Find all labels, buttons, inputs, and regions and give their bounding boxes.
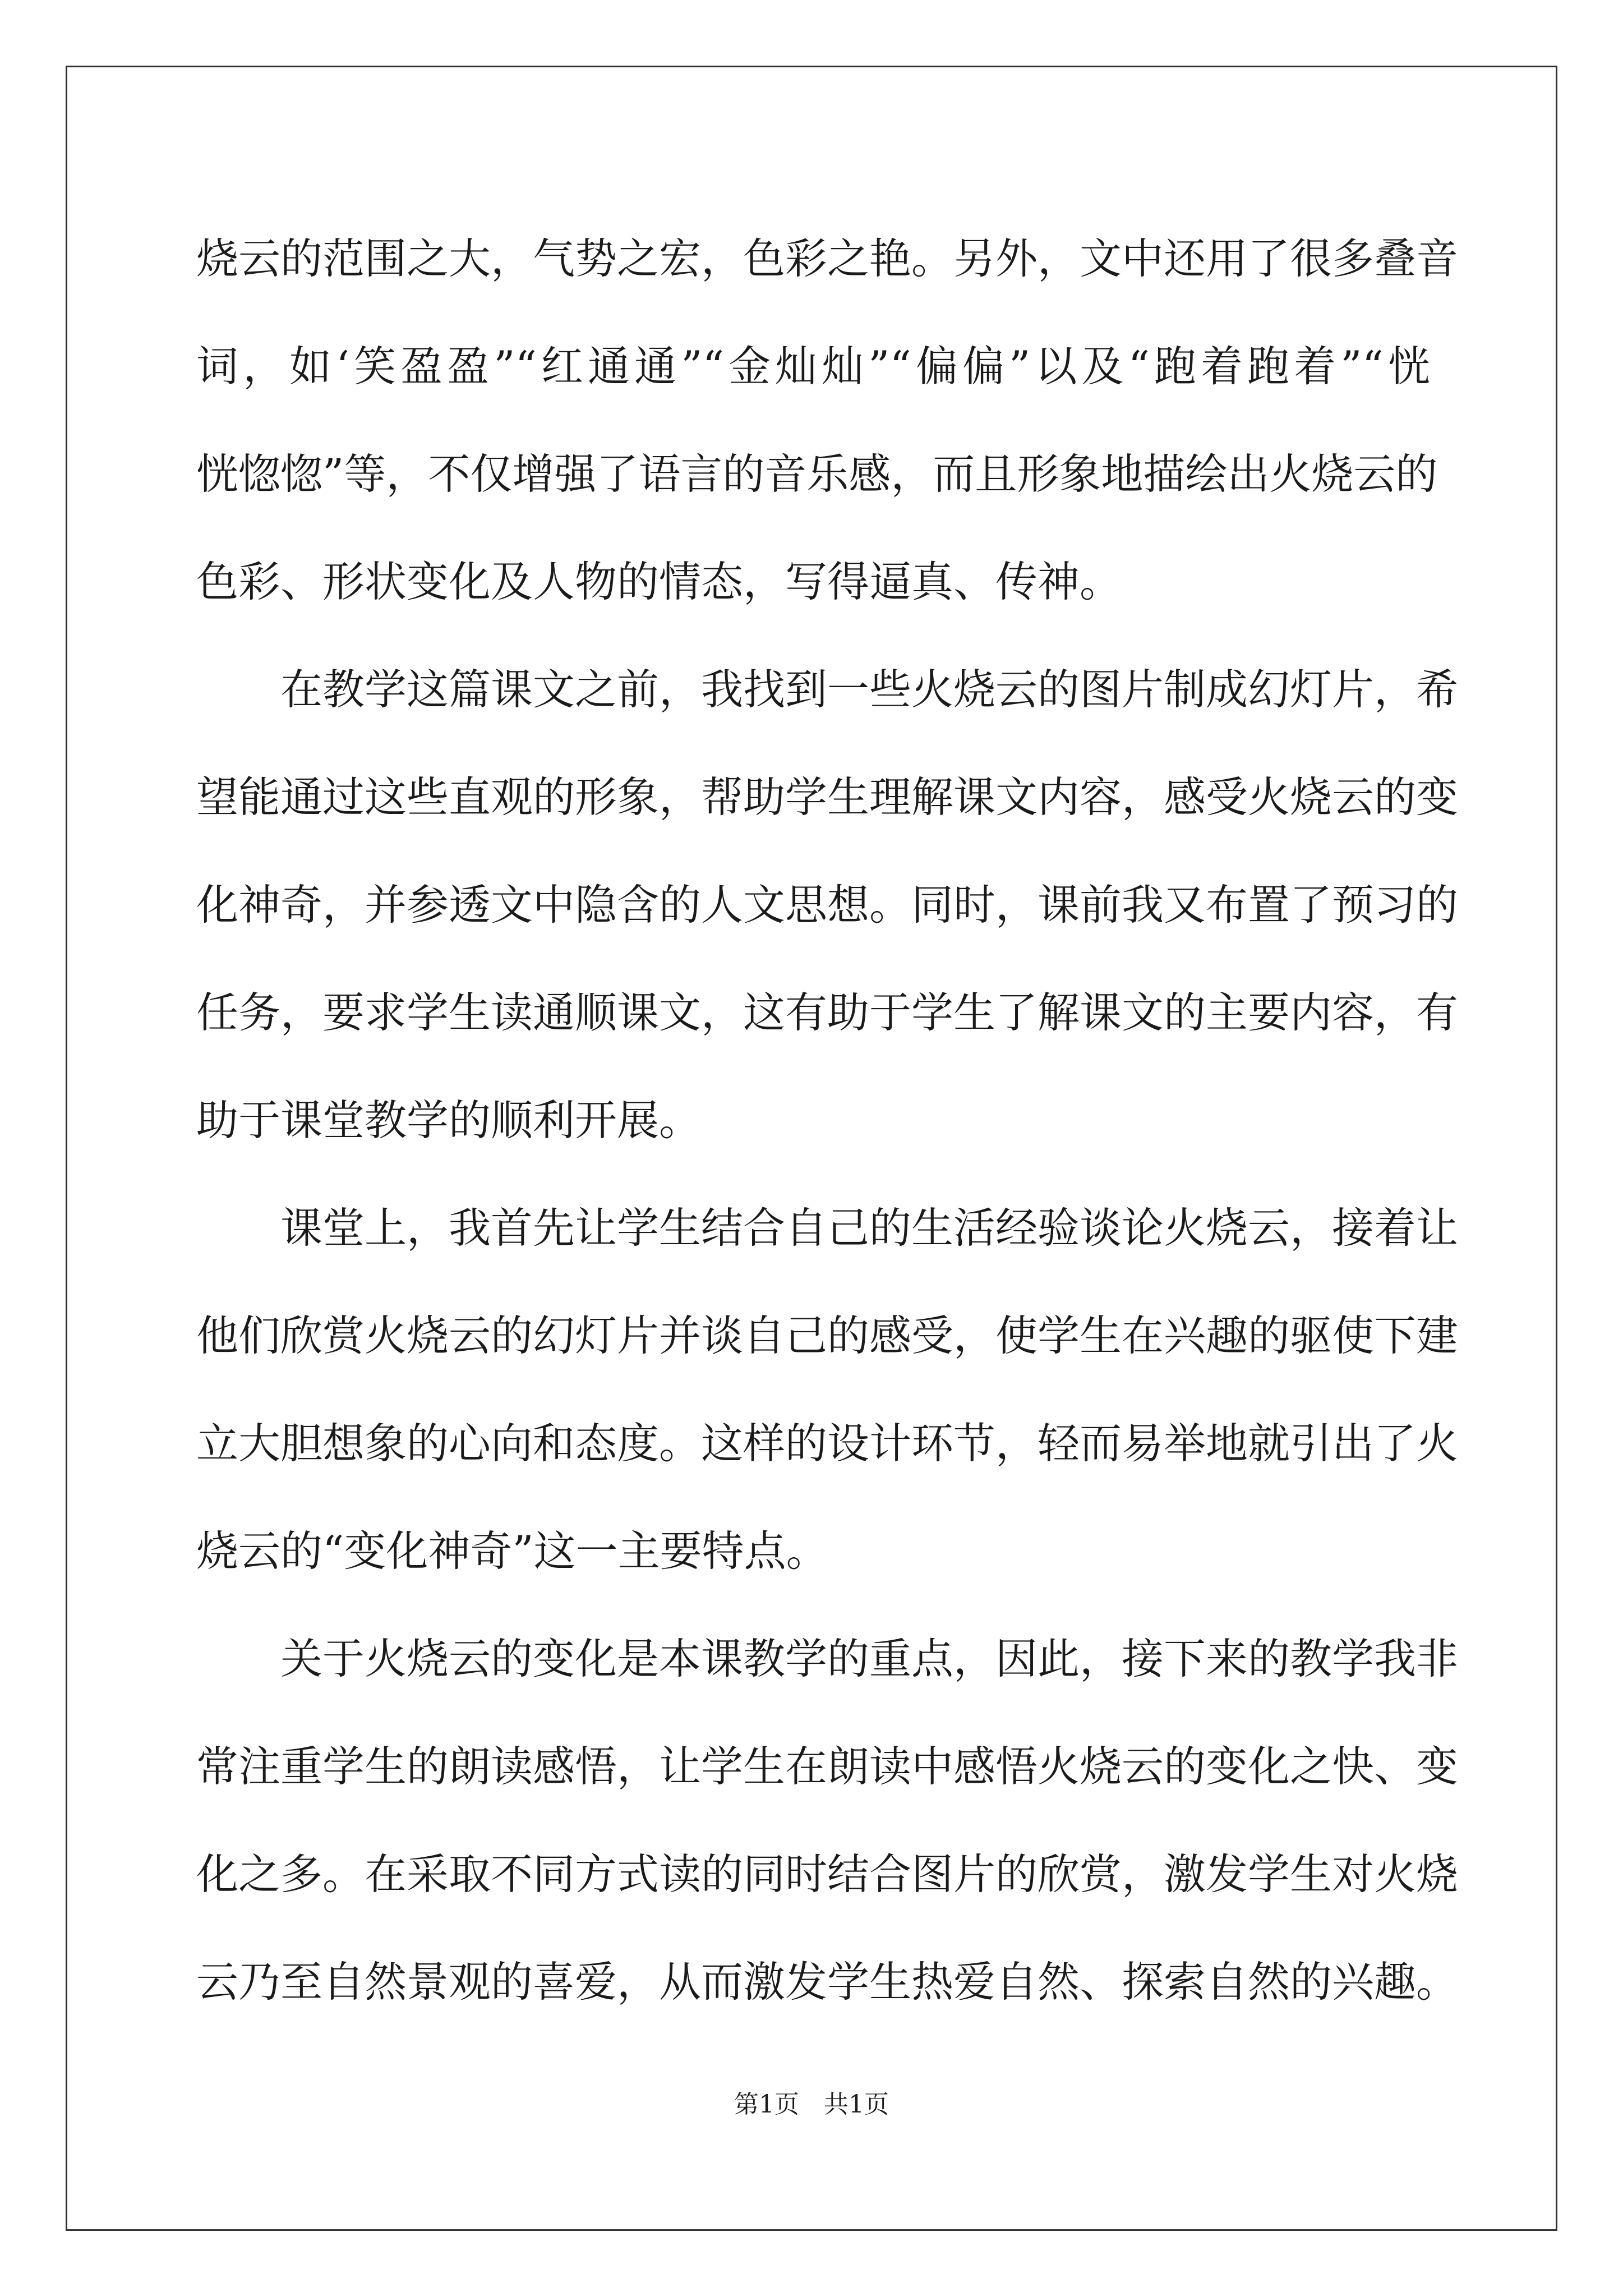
paragraph-1 xyxy=(196,205,1459,636)
text-line: 望能通过这些直观的形象，帮助学生理解课文内容，感受火烧云的变 xyxy=(196,772,1459,822)
text-line: 烧云的范围之大，气势之宏，色彩之艳。另外，文中还用了很多叠音 xyxy=(196,234,1459,283)
text-line: 烧云的“变化神奇”这一主要特点。 xyxy=(196,1526,828,1576)
text-line: 任务，要求学生读通顺课文，这有助于学生了解课文的主要内容，有 xyxy=(196,988,1459,1037)
text-line: 在教学这篇课文之前，我找到一些火烧云的图片制成幻灯片，希 xyxy=(280,665,1459,714)
paragraph-2 xyxy=(196,636,1459,1174)
paragraph-3 xyxy=(196,1174,1459,1605)
text-line: 化之多。在采取不同方式读的同时结合图片的欣赏，激发学生对火烧 xyxy=(196,1849,1459,1899)
page-number-footer: 第1页 共1页 xyxy=(734,2090,889,2119)
text-line: 立大胆想象的心向和态度。这样的设计环节，轻而易举地就引出了火 xyxy=(196,1419,1459,1468)
text-line: 关于火烧云的变化是本课教学的重点，因此，接下来的教学我非 xyxy=(280,1634,1459,1683)
text-line: 常注重学生的朗读感悟，让学生在朗读中感悟火烧云的变化之快、变 xyxy=(196,1742,1459,1791)
text-line: 词，如‘笑盈盈”“红通通”“金灿灿”“偏偏”以及“跑着跑着”“恍 xyxy=(196,342,1430,391)
text-line: 助于课堂教学的顺利开展。 xyxy=(196,1096,702,1145)
text-line: 他们欣赏火烧云的幻灯片并谈自己的感受，使学生在兴趣的驱使下建 xyxy=(196,1311,1459,1360)
text-line: 云乃至自然景观的喜爱，从而激发学生热爱自然、探索自然的兴趣。 xyxy=(196,1957,1459,2007)
text-line: 色彩、形状变化及人物的情态，写得逼真、传神。 xyxy=(196,557,1122,606)
text-line: 课堂上，我首先让学生结合自己的生活经验谈论火烧云，接着让 xyxy=(280,1203,1459,1253)
paragraph-4 xyxy=(196,1605,1459,2036)
document-body xyxy=(196,205,1459,2036)
text-line: 化神奇，并参透文中隐含的人文思想。同时，课前我又布置了预习的 xyxy=(196,880,1459,930)
text-line: 恍惚惚”等，不仅增强了语言的音乐感，而且形象地描绘出火烧云的 xyxy=(196,449,1438,499)
